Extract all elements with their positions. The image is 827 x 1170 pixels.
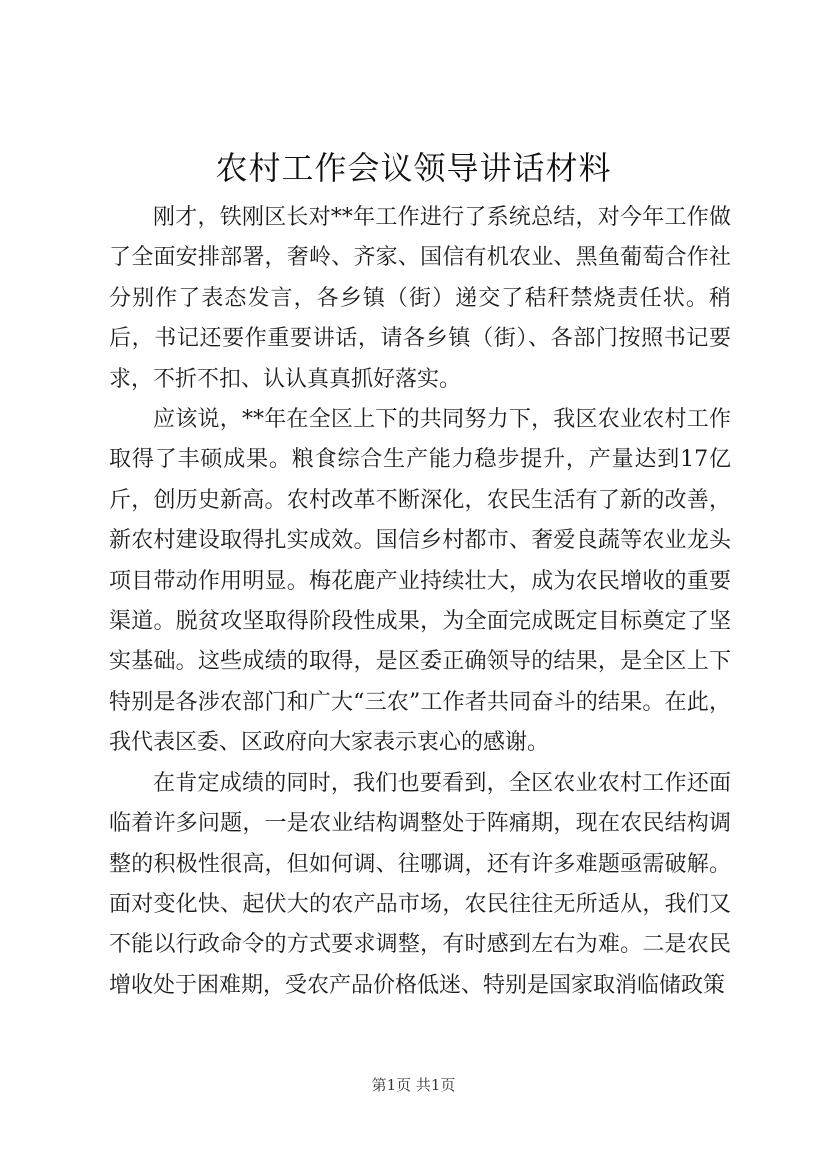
document-body	[109, 198, 731, 1006]
paragraph-2: 应该说，**年在全区上下的共同努力下，我区农业农村工作取得了丰硕成果。粮食综合生产能力稳步提升，产量达到17亿斤，创历史新高。农村改革不断深化，农民生活有了新的改善，新农村建设取得扎实成效。国信乡村都市、奢爱良蔬等农业龙头项目带动作用明显。梅花鹿产业持续壮大，成为农民增收的重要渠道。脱贫攻坚取得阶段性成果，为全面完成既定目标奠定了坚实基础。这些成绩的取得，是区委正确领导的结果，是全区上下特别是各涉农部门和广大“三农”工作者共同奋斗的结果。在此，我代表区委、区政府向大家表示衷心的感谢。	[109, 407, 731, 756]
document-title: 农村工作会议领导讲话材料	[215, 149, 612, 187]
paragraph-3: 在肯定成绩的同时，我们也要看到，全区农业农村工作还面临着许多问题，一是农业结构调整处于阵痛期，现在农民结构调整的积极性很高，但如何调、往哪调，还有许多难题亟需破解。面对变化快、起伏大的农产品市场，农民往往无所适从，我们又不能以行政命令的方式要求调整，有时感到左右为难。二是农民增收处于困难期，受农产品价格低迷、特别是国家取消临储政策	[109, 770, 731, 998]
paragraph-1: 刚才，铁刚区长对**年工作进行了系统总结，对今年工作做了全面安排部署，奢岭、齐家、国信有机农业、黑鱼葡萄合作社分别作了表态发言，各乡镇（街）递交了秸秆禁烧责任状。稍后，书记还要作重要讲话，请各乡镇（街）、各部门按照书记要求，不折不扣、认认真真抓好落实。	[109, 205, 731, 392]
page-number-footer: 第1页 共1页	[371, 1076, 456, 1094]
